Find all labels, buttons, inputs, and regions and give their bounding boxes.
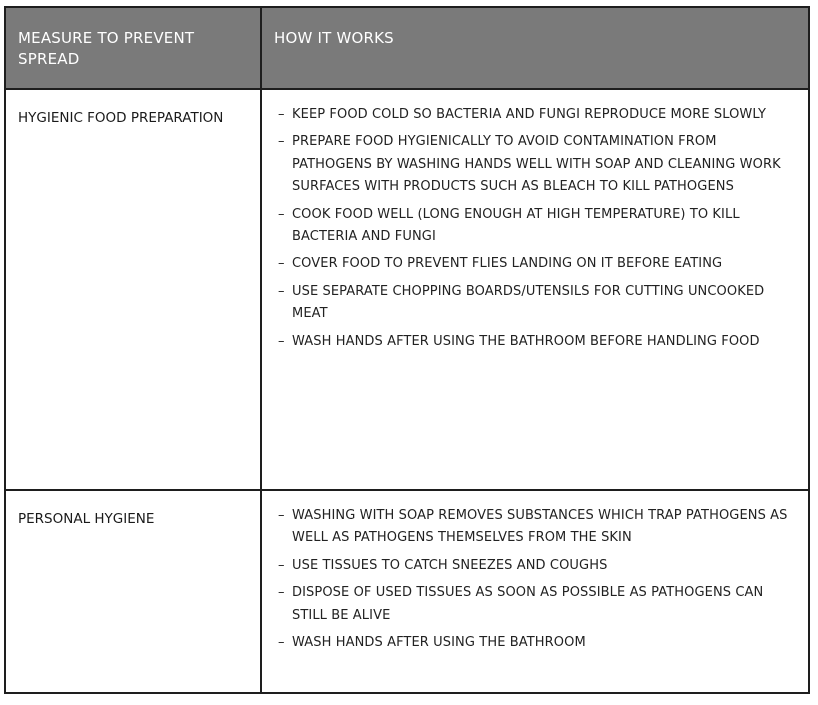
dash-bullet: – (278, 508, 285, 523)
list-item-text: PREPARE FOOD HYGIENICALLY TO AVOID CONTAMINATION FROM PATHOGENS BY WASHING HANDS WELL WITH SOAP AND CLEANING WORK SURFACES WITH PRODUCTS SUCH AS BLEACH TO KILL PATHOGENS (292, 134, 781, 195)
list-item-text: DISPOSE OF USED TISSUES AS SOON AS POSSIBLE AS PATHOGENS CAN STILL BE ALIVE (292, 585, 764, 623)
list-item-text: COOK FOOD WELL (LONG ENOUGH AT HIGH TEMPERATURE) TO KILL BACTERIA AND FUNGI (292, 206, 740, 245)
list-item-text: WASHING WITH SOAP REMOVES SUBSTANCES WHICH TRAP PATHOGENS AS WELL AS PATHOGENS THEMSELVES FROM THE SKIN (292, 508, 788, 546)
dash-bullet: – (278, 283, 285, 299)
row-personal-measure: PERSONAL HYGIENE (6, 489, 262, 692)
dash-bullet: – (278, 585, 285, 601)
list-item (278, 253, 796, 275)
list-item (278, 104, 796, 126)
list-item (278, 131, 796, 198)
list-item (278, 555, 796, 577)
list-item-text: WASH HANDS AFTER USING THE BATHROOM (292, 635, 586, 651)
list-item-text: COVER FOOD TO PREVENT FLIES LANDING ON IT BEFORE EATING (292, 256, 723, 272)
row-food-points (262, 88, 808, 489)
header-measure: MEASURE TO PREVENT SPREAD (6, 8, 262, 88)
list-item (278, 281, 796, 326)
dash-bullet: – (278, 557, 285, 573)
list-item-text: KEEP FOOD COLD SO BACTERIA AND FUNGI REPRODUCE MORE SLOWLY (292, 107, 767, 122)
list-item (278, 505, 796, 550)
dash-bullet: – (278, 134, 285, 150)
list-item-text: WASH HANDS AFTER USING THE BATHROOM BEFORE HANDLING FOOD (292, 333, 760, 349)
list-item (278, 582, 796, 627)
row-food-measure: HYGIENIC FOOD PREPARATION (6, 88, 262, 489)
dash-bullet: – (278, 206, 285, 222)
list-item (278, 204, 796, 249)
personal-points-list (278, 505, 796, 654)
dash-bullet: – (278, 333, 285, 349)
dash-bullet: – (278, 107, 285, 122)
dash-bullet: – (278, 635, 285, 651)
food-points-list (278, 104, 796, 353)
header-how-it-works: HOW IT WORKS (262, 8, 808, 88)
list-item-text: USE SEPARATE CHOPPING BOARDS/UTENSILS FOR CUTTING UNCOOKED MEAT (292, 283, 765, 322)
list-item (278, 632, 796, 654)
prevention-table (4, 6, 810, 694)
row-personal-points (262, 489, 808, 692)
dash-bullet: – (278, 256, 285, 272)
list-item (278, 331, 796, 353)
list-item-text: USE TISSUES TO CATCH SNEEZES AND COUGHS (292, 557, 608, 573)
